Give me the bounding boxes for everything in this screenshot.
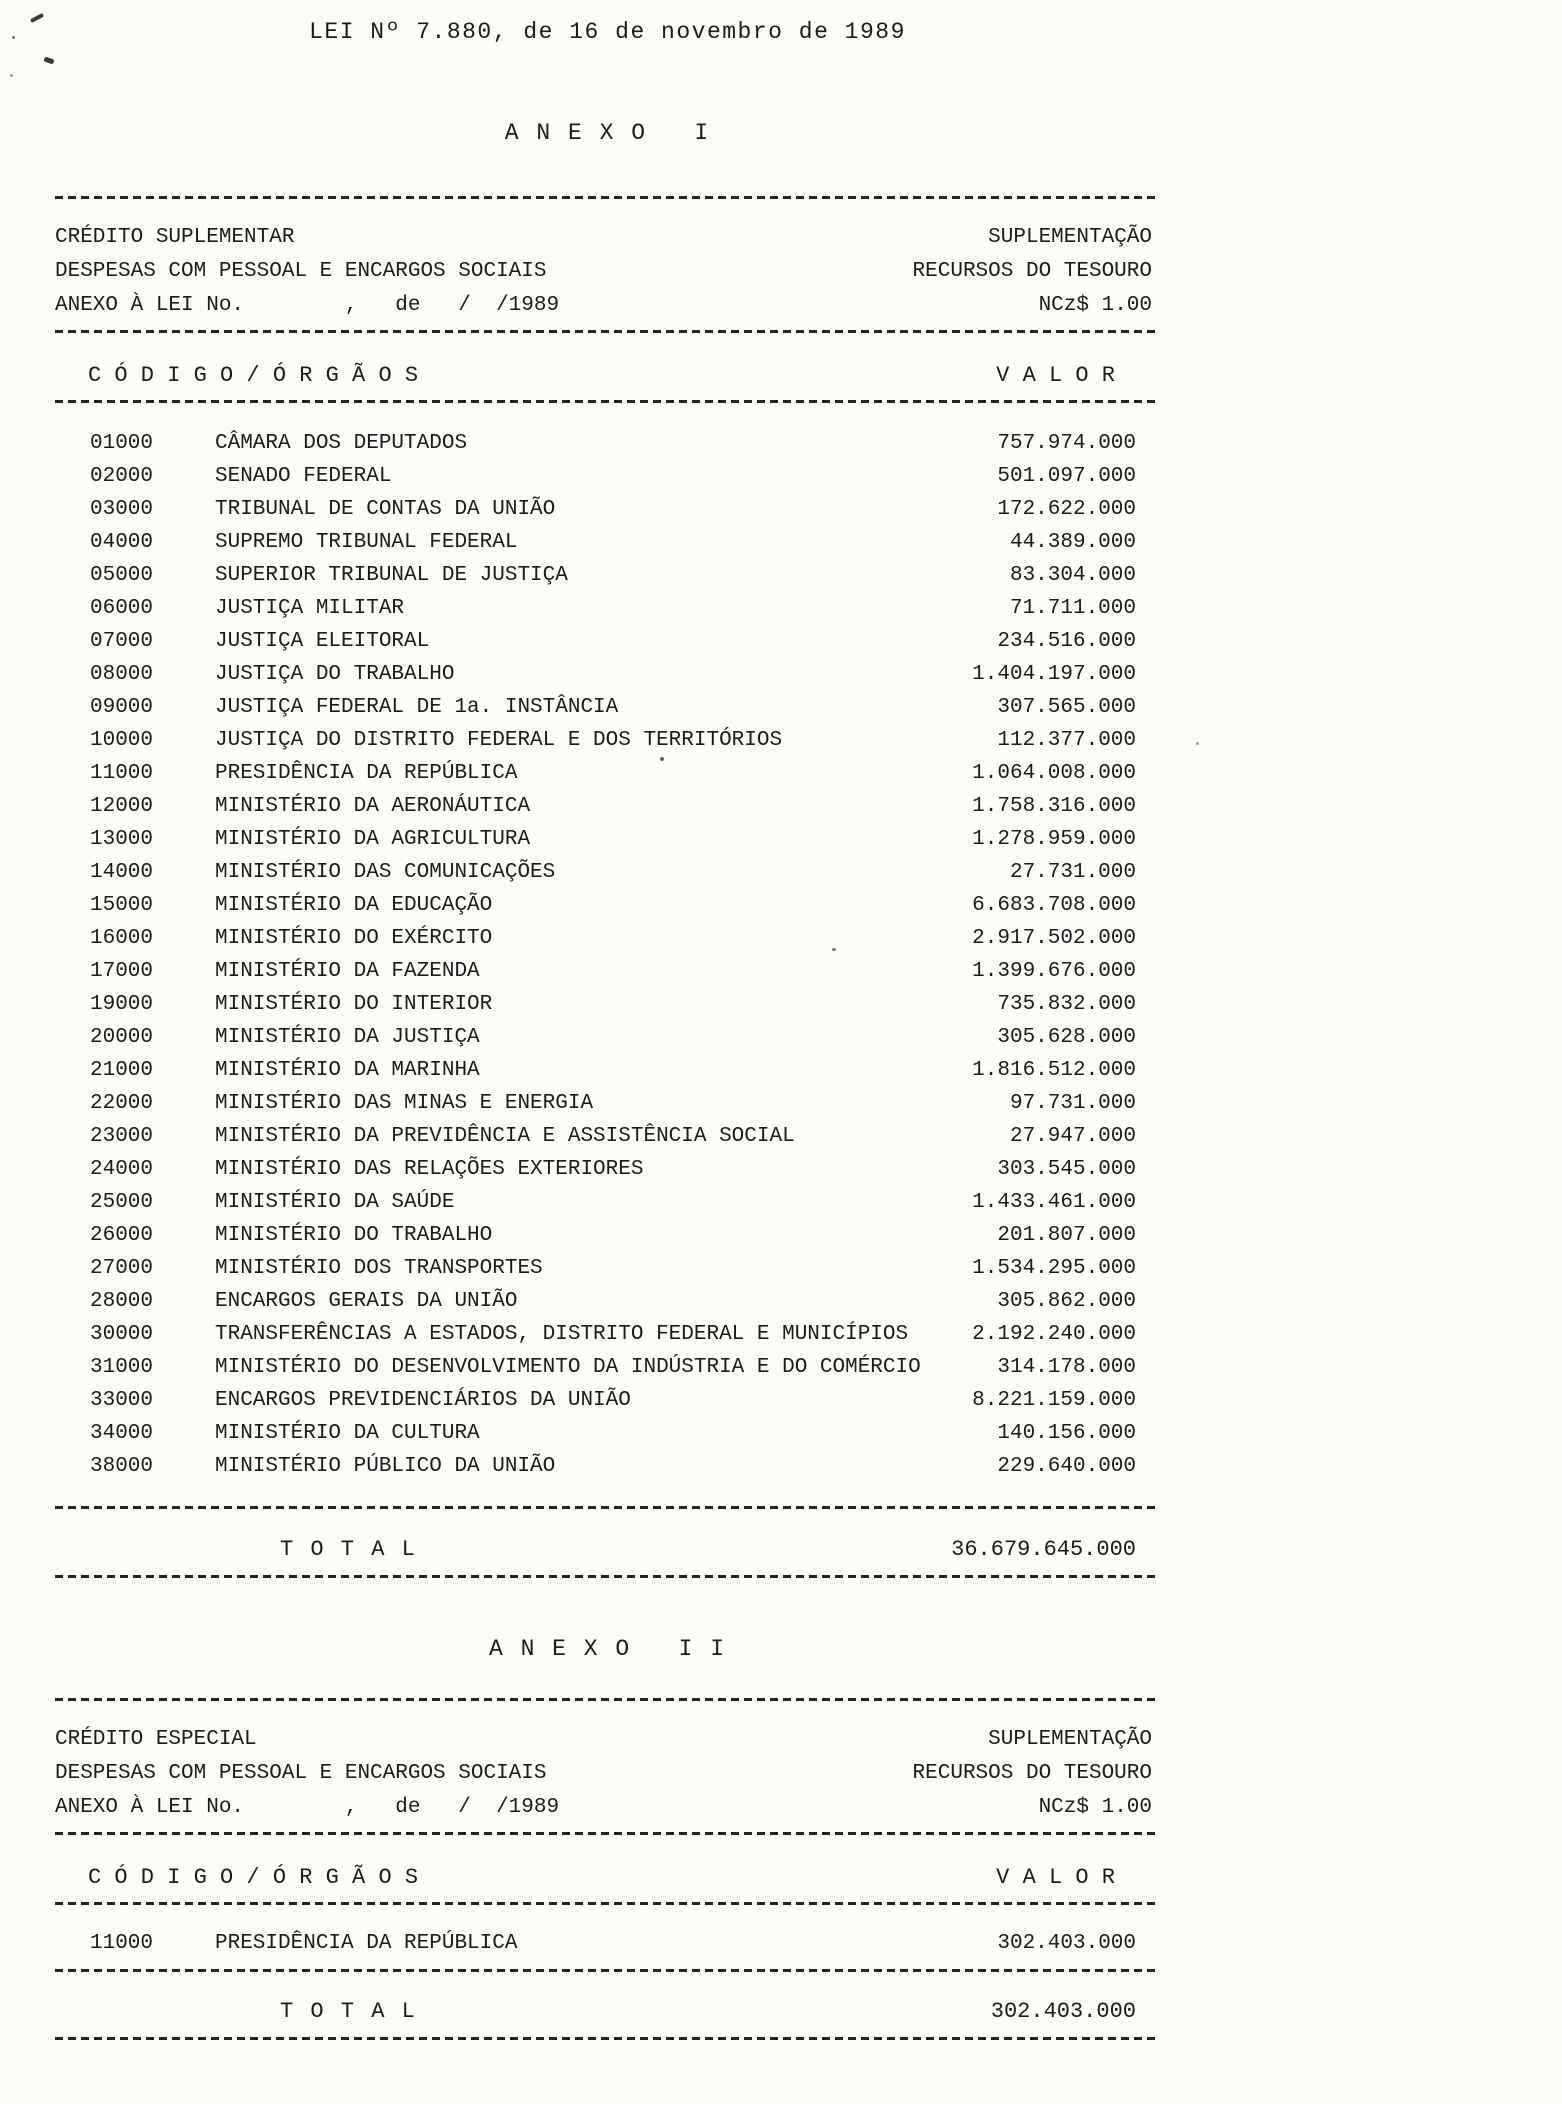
row-code: 07000 — [90, 630, 154, 653]
row-organ-name: PRESIDÊNCIA DA REPÚBLICA — [215, 762, 518, 785]
anexo2-table — [55, 1698, 1160, 2040]
anexo2-header-block — [55, 1723, 1160, 1825]
row-value: 2.192.240.000 — [972, 1323, 1136, 1346]
row-organ-name: JUSTIÇA MILITAR — [215, 597, 405, 620]
row-code: 03000 — [90, 498, 154, 521]
table-row — [55, 724, 1160, 757]
table-row — [55, 526, 1160, 559]
table-row — [55, 460, 1160, 493]
row-value: 2.917.502.000 — [972, 927, 1136, 950]
row-code: 38000 — [90, 1455, 154, 1478]
header-line — [55, 255, 1160, 289]
law-title: LEI Nº 7.880, de 16 de novembro de 1989 — [309, 19, 906, 45]
row-value: 305.628.000 — [997, 1026, 1136, 1049]
row-code: 12000 — [90, 795, 154, 818]
row-code: 14000 — [90, 861, 154, 884]
row-code: 01000 — [90, 432, 154, 455]
row-value: 27.731.000 — [1009, 861, 1136, 884]
resources-label: RECURSOS DO TESOURO — [912, 260, 1152, 283]
row-organ-name: PRESIDÊNCIA DA REPÚBLICA — [215, 1932, 518, 1955]
total-label: T O T A L — [280, 1537, 417, 1562]
table-row — [55, 790, 1160, 823]
table-row — [55, 559, 1160, 592]
expense-type-label: DESPESAS COM PESSOAL E ENCARGOS SOCIAIS — [55, 1762, 547, 1785]
header-line — [55, 1757, 1160, 1791]
column-header-valor: V A L O R — [996, 363, 1115, 388]
table-row — [55, 1054, 1160, 1087]
row-code: 22000 — [90, 1092, 154, 1115]
row-value: 1.404.197.000 — [972, 663, 1136, 686]
header-line — [55, 289, 1160, 323]
row-code: 19000 — [90, 993, 154, 1016]
header-line — [55, 1791, 1160, 1825]
table-row — [55, 1087, 1160, 1120]
divider — [55, 1902, 1160, 1905]
row-value: 1.433.461.000 — [972, 1191, 1136, 1214]
divider — [55, 196, 1160, 199]
table-row — [55, 658, 1160, 691]
row-organ-name: MINISTÉRIO PÚBLICO DA UNIÃO — [215, 1455, 556, 1478]
row-organ-name: MINISTÉRIO DAS RELAÇÕES EXTERIORES — [215, 1158, 644, 1181]
row-value: 6.683.708.000 — [972, 894, 1136, 917]
table-row — [55, 592, 1160, 625]
document-page — [55, 16, 1160, 2040]
table-row — [55, 1318, 1160, 1351]
row-organ-name: JUSTIÇA DO DISTRITO FEDERAL E DOS TERRITÓRIOS — [215, 729, 783, 752]
row-code: 06000 — [90, 597, 154, 620]
row-organ-name: JUSTIÇA FEDERAL DE 1a. INSTÂNCIA — [215, 696, 619, 719]
supplement-label: SUPLEMENTAÇÃO — [988, 1728, 1152, 1751]
row-code: 11000 — [90, 762, 154, 785]
row-value: 44.389.000 — [1009, 531, 1136, 554]
row-organ-name: JUSTIÇA DO TRABALHO — [215, 663, 455, 686]
row-organ-name: JUSTIÇA ELEITORAL — [215, 630, 430, 653]
table-row — [55, 955, 1160, 988]
anexo1-table — [55, 196, 1160, 1578]
divider — [55, 1832, 1160, 1835]
row-code: 08000 — [90, 663, 154, 686]
row-organ-name: SENADO FEDERAL — [215, 465, 392, 488]
table-row — [55, 1351, 1160, 1384]
divider — [55, 400, 1160, 403]
scan-speck — [1196, 742, 1199, 745]
row-value: 234.516.000 — [997, 630, 1136, 653]
row-code: 20000 — [90, 1026, 154, 1049]
column-header-codigo-orgaos: C Ó D I G O / Ó R G Ã O S — [88, 363, 419, 388]
currency-unit-label: NCz$ 1.00 — [1038, 294, 1152, 317]
anexo1-rows — [55, 427, 1160, 1483]
row-organ-name: MINISTÉRIO DO TRABALHO — [215, 1224, 493, 1247]
divider — [55, 330, 1160, 333]
scan-pen-mark — [43, 56, 54, 64]
row-value: 1.064.008.000 — [972, 762, 1136, 785]
row-value: 501.097.000 — [997, 465, 1136, 488]
divider — [55, 1698, 1160, 1701]
header-line — [55, 1723, 1160, 1757]
row-code: 17000 — [90, 960, 154, 983]
table-row — [55, 988, 1160, 1021]
row-organ-name: SUPERIOR TRIBUNAL DE JUSTIÇA — [215, 564, 568, 587]
row-code: 05000 — [90, 564, 154, 587]
table-row — [55, 889, 1160, 922]
row-organ-name: MINISTÉRIO DA FAZENDA — [215, 960, 480, 983]
table-row — [55, 1021, 1160, 1054]
row-value: 307.565.000 — [997, 696, 1136, 719]
row-code: 23000 — [90, 1125, 154, 1148]
anexo1-heading: A N E X O I — [504, 120, 711, 146]
column-headers — [55, 359, 1160, 393]
table-row — [55, 427, 1160, 460]
divider — [55, 1969, 1160, 1972]
row-value: 303.545.000 — [997, 1158, 1136, 1181]
table-row — [55, 493, 1160, 526]
table-row — [55, 757, 1160, 790]
row-value: 1.534.295.000 — [972, 1257, 1136, 1280]
row-code: 34000 — [90, 1422, 154, 1445]
table-row — [55, 1219, 1160, 1252]
row-code: 33000 — [90, 1389, 154, 1412]
row-organ-name: TRANSFERÊNCIAS A ESTADOS, DISTRITO FEDERAL E MUNICÍPIOS — [215, 1323, 909, 1346]
table-row — [55, 1252, 1160, 1285]
row-code: 16000 — [90, 927, 154, 950]
row-organ-name: MINISTÉRIO DAS MINAS E ENERGIA — [215, 1092, 594, 1115]
row-organ-name: ENCARGOS GERAIS DA UNIÃO — [215, 1290, 518, 1313]
anexo1-total-row — [55, 1533, 1160, 1567]
anexo2-total-row — [55, 1995, 1160, 2029]
table-row — [55, 1186, 1160, 1219]
table-row — [55, 1120, 1160, 1153]
law-reference-label: ANEXO À LEI No. , de / /1989 — [55, 1796, 560, 1819]
row-organ-name: MINISTÉRIO DA JUSTIÇA — [215, 1026, 480, 1049]
anexo2-rows — [55, 1927, 1160, 1960]
table-row — [55, 1285, 1160, 1318]
row-code: 28000 — [90, 1290, 154, 1313]
scan-speck — [10, 74, 13, 77]
row-value: 8.221.159.000 — [972, 1389, 1136, 1412]
row-code: 11000 — [90, 1932, 154, 1955]
row-code: 27000 — [90, 1257, 154, 1280]
credit-type-label: CRÉDITO SUPLEMENTAR — [55, 226, 295, 249]
row-code: 09000 — [90, 696, 154, 719]
row-organ-name: CÂMARA DOS DEPUTADOS — [215, 432, 468, 455]
row-organ-name: TRIBUNAL DE CONTAS DA UNIÃO — [215, 498, 556, 521]
row-organ-name: MINISTÉRIO DOS TRANSPORTES — [215, 1257, 543, 1280]
column-headers — [55, 1861, 1160, 1895]
row-code: 31000 — [90, 1356, 154, 1379]
column-header-codigo-orgaos: C Ó D I G O / Ó R G Ã O S — [88, 1865, 419, 1890]
supplement-label: SUPLEMENTAÇÃO — [988, 226, 1152, 249]
row-value: 1.816.512.000 — [972, 1059, 1136, 1082]
row-organ-name: MINISTÉRIO DAS COMUNICAÇÕES — [215, 861, 556, 884]
row-code: 30000 — [90, 1323, 154, 1346]
row-value: 1.758.316.000 — [972, 795, 1136, 818]
credit-type-label: CRÉDITO ESPECIAL — [55, 1728, 257, 1751]
row-code: 13000 — [90, 828, 154, 851]
row-value: 1.399.676.000 — [972, 960, 1136, 983]
row-value: 305.862.000 — [997, 1290, 1136, 1313]
row-value: 112.377.000 — [997, 729, 1136, 752]
row-value: 27.947.000 — [1009, 1125, 1136, 1148]
row-value: 97.731.000 — [1009, 1092, 1136, 1115]
scan-pen-mark — [30, 13, 44, 23]
table-row — [55, 1384, 1160, 1417]
row-value: 172.622.000 — [997, 498, 1136, 521]
currency-unit-label: NCz$ 1.00 — [1038, 1796, 1152, 1819]
row-code: 26000 — [90, 1224, 154, 1247]
total-value: 36.679.645.000 — [951, 1537, 1136, 1562]
row-code: 25000 — [90, 1191, 154, 1214]
row-organ-name: MINISTÉRIO DO DESENVOLVIMENTO DA INDÚSTRIA E DO COMÉRCIO — [215, 1356, 921, 1379]
row-organ-name: ENCARGOS PREVIDENCIÁRIOS DA UNIÃO — [215, 1389, 631, 1412]
row-organ-name: MINISTÉRIO DA MARINHA — [215, 1059, 480, 1082]
table-row — [55, 823, 1160, 856]
row-value: 71.711.000 — [1009, 597, 1136, 620]
table-row — [55, 922, 1160, 955]
table-row — [55, 691, 1160, 724]
row-value: 735.832.000 — [997, 993, 1136, 1016]
law-reference-label: ANEXO À LEI No. , de / /1989 — [55, 294, 560, 317]
row-value: 314.178.000 — [997, 1356, 1136, 1379]
divider — [55, 2037, 1160, 2040]
divider — [55, 1506, 1160, 1509]
row-organ-name: MINISTÉRIO DA SAÚDE — [215, 1191, 455, 1214]
table-row — [55, 856, 1160, 889]
row-organ-name: MINISTÉRIO DO EXÉRCITO — [215, 927, 493, 950]
row-organ-name: SUPREMO TRIBUNAL FEDERAL — [215, 531, 518, 554]
row-value: 302.403.000 — [997, 1932, 1136, 1955]
row-code: 10000 — [90, 729, 154, 752]
row-organ-name: MINISTÉRIO DA AGRICULTURA — [215, 828, 531, 851]
table-row — [55, 1153, 1160, 1186]
table-row — [55, 1417, 1160, 1450]
column-header-valor: V A L O R — [996, 1865, 1115, 1890]
table-row — [55, 1927, 1160, 1960]
row-code: 02000 — [90, 465, 154, 488]
row-value: 83.304.000 — [1009, 564, 1136, 587]
table-row — [55, 625, 1160, 658]
row-organ-name: MINISTÉRIO DA CULTURA — [215, 1422, 480, 1445]
header-line — [55, 221, 1160, 255]
scan-speck — [12, 36, 15, 39]
table-row — [55, 1450, 1160, 1483]
row-code: 15000 — [90, 894, 154, 917]
row-organ-name: MINISTÉRIO DA EDUCAÇÃO — [215, 894, 493, 917]
anexo2-heading: A N E X O I I — [488, 1636, 727, 1662]
row-value: 1.278.959.000 — [972, 828, 1136, 851]
resources-label: RECURSOS DO TESOURO — [912, 1762, 1152, 1785]
row-organ-name: MINISTÉRIO DA AERONÁUTICA — [215, 795, 531, 818]
row-code: 21000 — [90, 1059, 154, 1082]
row-organ-name: MINISTÉRIO DA PREVIDÊNCIA E ASSISTÊNCIA SOCIAL — [215, 1125, 795, 1148]
expense-type-label: DESPESAS COM PESSOAL E ENCARGOS SOCIAIS — [55, 260, 547, 283]
row-code: 04000 — [90, 531, 154, 554]
row-value: 757.974.000 — [997, 432, 1136, 455]
total-value: 302.403.000 — [990, 1999, 1136, 2024]
anexo1-header-block — [55, 221, 1160, 323]
total-label: T O T A L — [280, 1999, 417, 2024]
row-code: 24000 — [90, 1158, 154, 1181]
row-value: 201.807.000 — [997, 1224, 1136, 1247]
divider — [55, 1575, 1160, 1578]
row-value: 140.156.000 — [997, 1422, 1136, 1445]
row-organ-name: MINISTÉRIO DO INTERIOR — [215, 993, 493, 1016]
row-value: 229.640.000 — [997, 1455, 1136, 1478]
